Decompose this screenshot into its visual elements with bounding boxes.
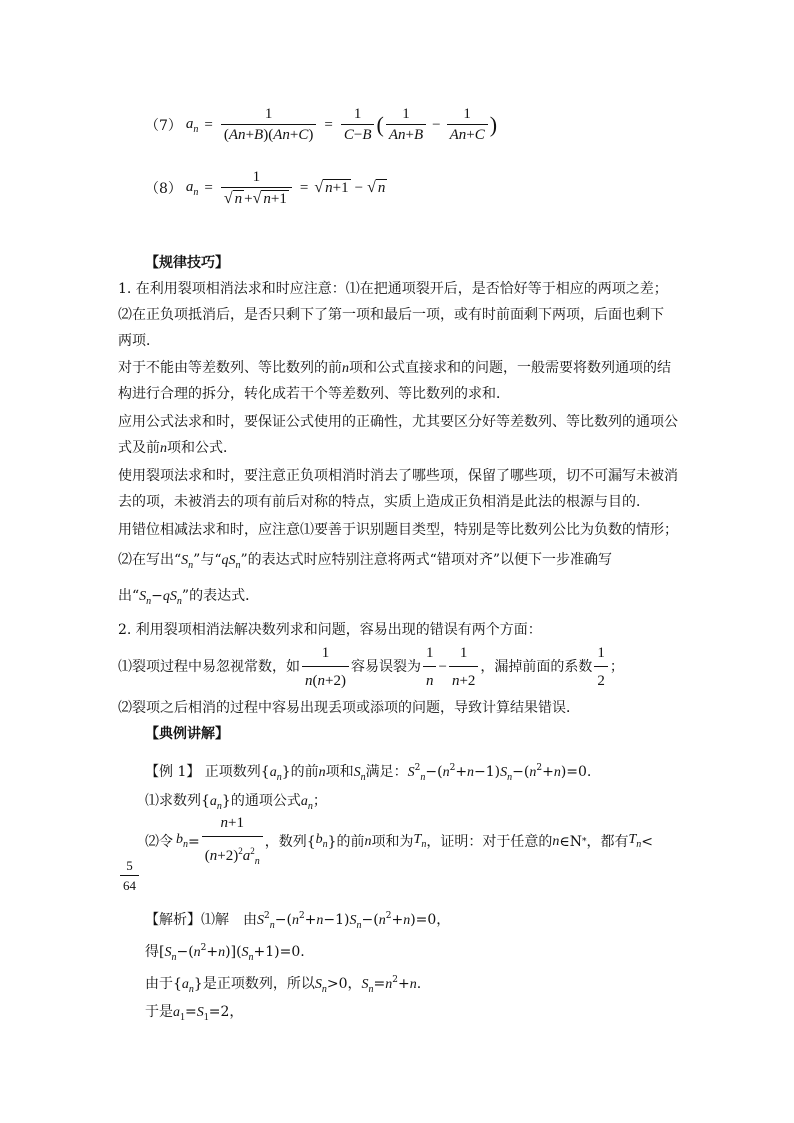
tip-5-line-b: ⑵在写出“$S_n$”与“$qS_n$”的表达式时应特别注意将两式“错项对齐”以便下一步准确写 <box>118 552 612 571</box>
tip-1-line-b: ⑵在正负项抵消后，是否只剩下了第一项和最后一项，或有时前面剩下两项，后面也剩下 <box>118 307 664 323</box>
tip-3-line-a: 应用公式法求和时，要保证公式使用的正确性，尤其要区分好等差数列、等比数列的通项公 <box>118 414 678 430</box>
tip-3-line-b: 式及前n项和公式． <box>118 440 237 456</box>
tip-1-line-a: 1. 在利用裂项相消法求和时应注意：⑴在把通项裂开后，是否恰好等于相应的两项之差； <box>118 281 668 297</box>
tip-6: 2. 利用裂项相消法解决数列求和问题，容易出现的错误有两个方面： <box>118 622 542 638</box>
tip-7: ⑴裂项过程中易忽视常数，如 $\frac{1}{n(n+2)}$ 容易误裂为 $\frac{1}{n}$ − $\frac{1}{n+2}$ ，漏掉前面的系数 $\frac{1}{2}$ ； <box>118 645 624 689</box>
formula-7: （7） $a_n$ = $\frac{1}{(An+B)(An+C)}$ = $\frac{1}{C-B}$ ( $\frac{1}{An+B}$ − $\frac{1}{An+C}$ ) <box>145 106 498 143</box>
solution-line-4: 于是$a_1=S_1=2$， <box>145 1004 244 1023</box>
example-1-question-1: ⑴求数列$\{a_n\}$的通项公式$a_n$； <box>145 793 327 812</box>
tip-2-line-a: 对于不能由等差数列、等比数列的前n项和公式直接求和的问题，一般需要将数列通项的结 <box>118 360 671 376</box>
formula-8: （8） $a_n$ = $\frac{1}{√ n +√ n+1}$ = √ n+1 − √ n <box>145 168 386 207</box>
example-1-bound: $\frac{5}{64}$ <box>118 858 141 894</box>
tip-1-line-c: 两项． <box>118 333 160 349</box>
tip-4-line-a: 使用裂项法求和时，要注意正负项相消时消去了哪些项，保留了哪些项，切不可漏写未被消 <box>118 468 678 484</box>
tip-8: ⑵裂项之后相消的过程中容易出现丢项或添项的问题，导致计算结果错误． <box>118 700 580 716</box>
example-1-question-2: ⑵令 $b_n$ = $\frac{n+1}{(n+2)^2a^2_n}$ ，数列{ $b_n$ }的前 n 项和为 $T_n$ ，证明：对于任意的 n ∈N * ，都有 $T_n$ < <box>145 818 653 866</box>
formula-7-label: （7） <box>145 118 182 134</box>
solution-line-2: 得$[S_n-(n^2+n)](S_n+1)=0$. <box>145 943 305 963</box>
formula-8-fraction: $\frac{1}{√ n +√ n+1}$ <box>221 169 292 208</box>
tip-4-line-b: 去的项，未被消去的项有前后对称的特点，实质上造成正负相消是此法的根源与目的． <box>118 494 650 510</box>
solution-line-1: 【解析】⑴解 由$S^2_n-(n^2+n-1)S_n-(n^2+n)=0$， <box>145 911 451 931</box>
tip-2-line-b: 构进行合理的拆分，转化成若干个等差数列、等比数列的求和． <box>118 386 510 402</box>
example-1-statement: 【例 1】 正项数列$\{a_n\}$的前n项和$S_n$满足：$S^2_n-(n^2+n-1)S_n-(n^2+n)=0$. <box>145 763 592 783</box>
formula-7-fraction: $\frac{1}{(An+B)(An+C)}$ <box>221 106 316 144</box>
tip-5-line-a: 用错位相减法求和时，应注意⑴要善于识别题目类型，特别是等比数列公比为负数的情形； <box>118 522 678 538</box>
examples-heading: 【典例讲解】 <box>145 726 229 742</box>
formula-7-lhs: $a_n$ <box>185 115 199 135</box>
formula-8-label: （8） <box>145 181 182 197</box>
tips-heading: 【规律技巧】 <box>145 255 229 271</box>
solution-line-3: 由于$\{a_n\}$是正项数列，所以$S_n>0$，$S_n=n^2+n$. <box>145 975 422 995</box>
tip-5-line-c: 出“$S_n-qS_n$”的表达式． <box>118 588 260 607</box>
